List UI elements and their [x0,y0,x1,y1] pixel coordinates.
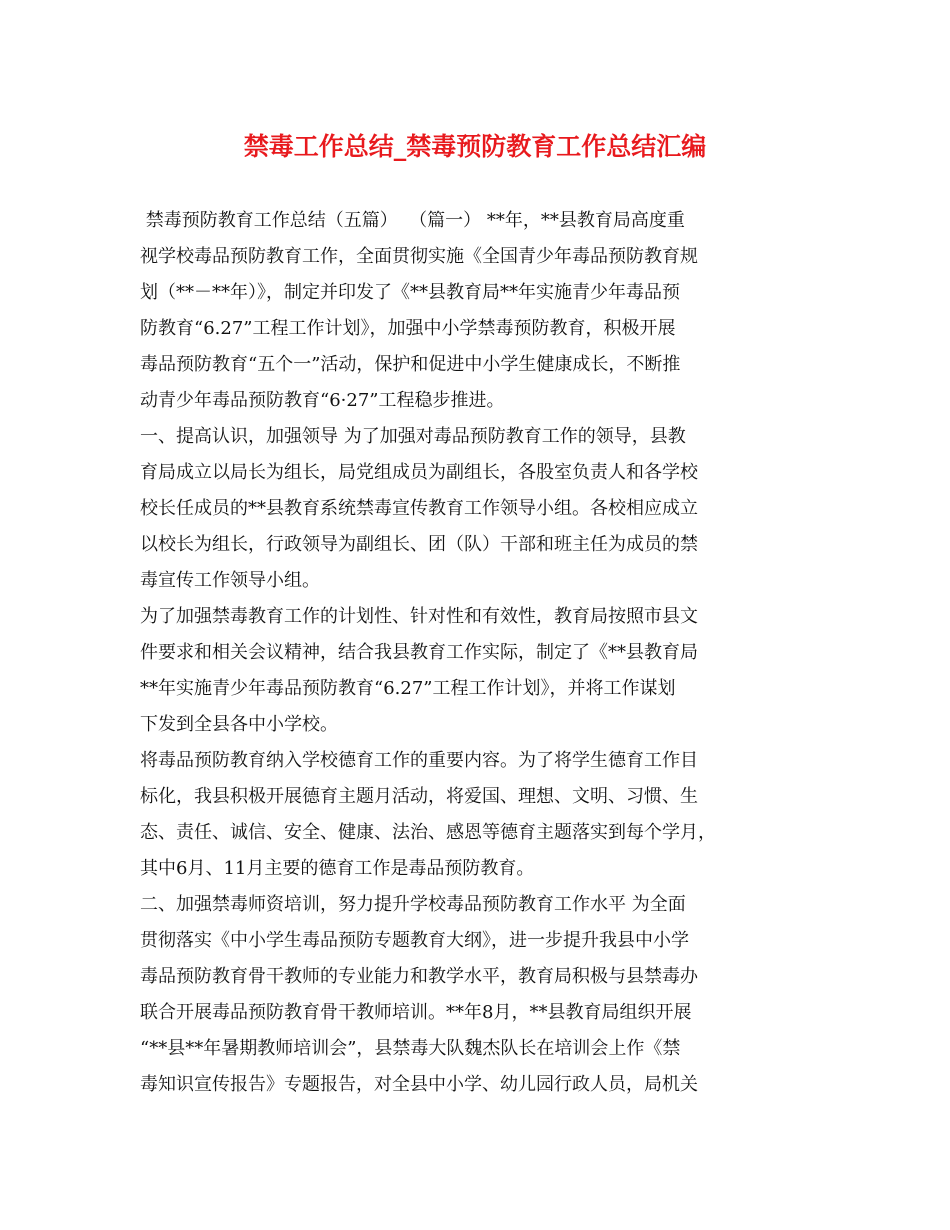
body-line: 防教育“6.27”工程工作计划》，加强中小学禁毒预防教育，积极开展 [140,318,676,339]
body-line: 视学校毒品预防教育工作，全面贯彻实施《全国青少年毒品预防教育规 [140,246,698,267]
body-line: 将毒品预防教育纳入学校德育工作的重要内容。为了将学生德育工作目 [140,750,698,771]
document-body [140,202,830,1103]
body-line: 下发到全县各中小学校。 [140,714,338,735]
body-line: 件要求和相关会议精神，结合我县教育工作实际，制定了《**县教育局 [140,642,698,663]
body-line: 动青少年毒品预防教育“6·27”工程稳步推进。 [140,390,505,411]
body-line: 其中6月、11月主要的德育工作是毒品预防教育。 [140,858,535,879]
body-line: 以校长为组长，行政领导为副组长、团（队）干部和班主任为成员的禁 [140,534,698,555]
body-line: 划（**－**年）》，制定并印发了《**县教育局**年实施青少年毒品预 [140,282,680,303]
body-line: 禁毒预防教育工作总结（五篇） （篇一） **年，**县教育局高度重 [140,210,685,231]
body-line: 态、责任、诚信、安全、健康、法治、感恩等德育主题落实到每个学月， [140,822,716,843]
body-line: 校长任成员的**县教育系统禁毒宣传教育工作领导小组。各校相应成立 [140,498,698,519]
body-line: 毒宣传工作领导小组。 [140,570,320,591]
body-line: 育局成立以局长为组长，局党组成员为副组长，各股室负责人和各学校 [140,462,698,483]
document-title: 禁毒工作总结_禁毒预防教育工作总结汇编 [243,132,707,161]
body-line: 标化，我县积极开展德育主题月活动，将爱国、理想、文明、习惯、生 [140,786,698,807]
body-line: 贯彻落实《中小学生毒品预防专题教育大纲》，进一步提升我县中小学 [140,930,689,951]
body-line: 为了加强禁毒教育工作的计划性、针对性和有效性，教育局按照市县文 [140,606,698,627]
body-line: 联合开展毒品预防教育骨干教师培训。**年8月，**县教育局组织开展 [140,1002,692,1023]
body-line: 毒品预防教育骨干教师的专业能力和教学水平，教育局积极与县禁毒办 [140,966,698,987]
body-line: 毒品预防教育“五个一”活动，保护和促进中小学生健康成长，不断推 [140,354,681,375]
body-line: **年实施青少年毒品预防教育“6.27”工程工作计划》，并将工作谋划 [140,678,676,699]
body-line: 毒知识宣传报告》专题报告，对全县中小学、幼儿园行政人员，局机关 [140,1074,698,1095]
body-line: “**县**年暑期教师培训会”，县禁毒大队魏杰队长在培训会上作《禁 [140,1038,681,1059]
section-heading-line: 一、提高认识，加强领导 为了加强对毒品预防教育工作的领导，县教 [140,426,686,447]
section-heading-line: 二、加强禁毒师资培训，努力提升学校毒品预防教育工作水平 为全面 [140,894,686,915]
